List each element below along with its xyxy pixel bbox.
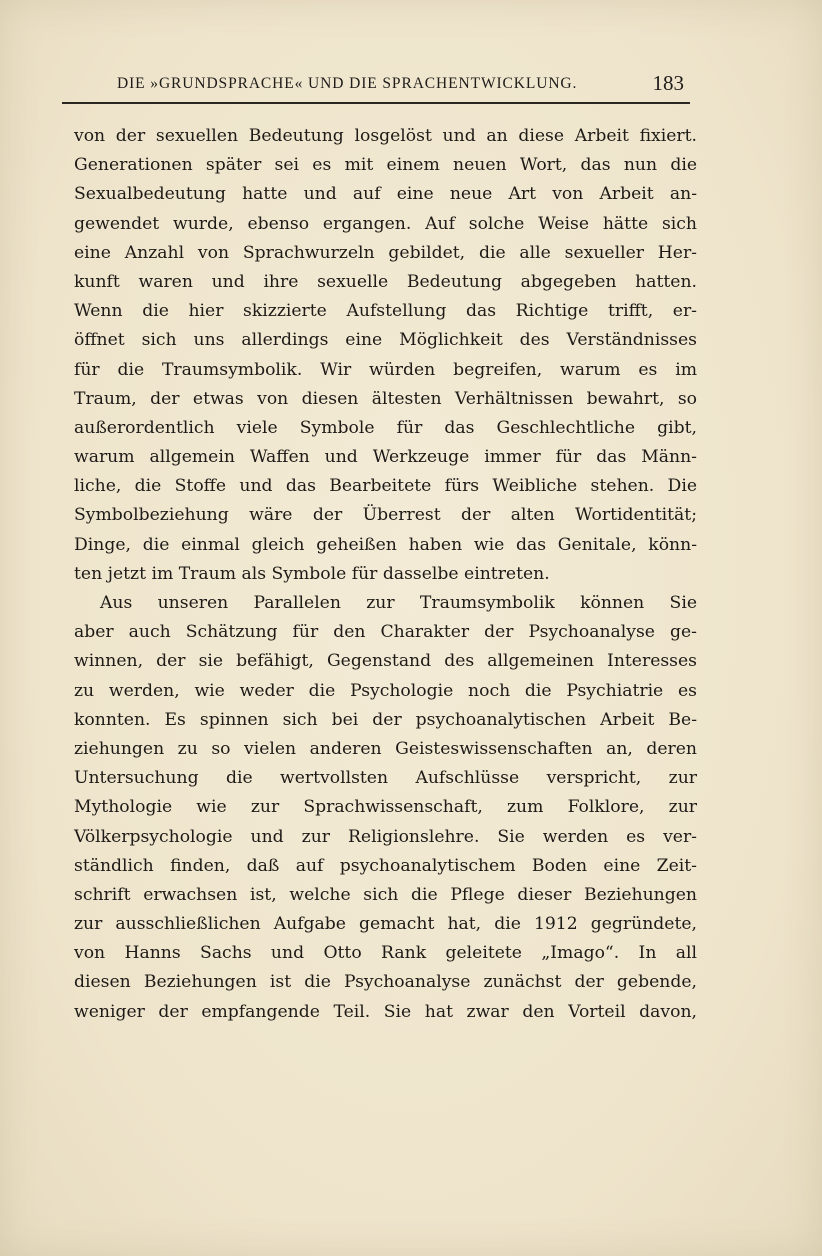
text-line: Mythologie wie zur Sprachwissenschaft, zum Folklore, zur [74,797,697,818]
text-line: winnen, der sie befähigt, Gegenstand des allgemeinen Interesses [74,651,697,672]
text-line: von der sexuellen Bedeutung losgelöst und an diese Arbeit fixiert. [74,126,697,146]
text-line: ziehungen zu so vielen anderen Geisteswissenschaften an, deren [74,738,697,759]
text-line: Sexualbedeutung hatte und auf eine neue Art von Arbeit an- [74,184,697,205]
text-line: Symbolbeziehung wäre der Überrest der alten Wortidentität; [74,505,697,526]
text-line: diesen Beziehungen ist die Psychoanalyse zunächst der gebende, [74,972,697,993]
text-line: Völkerpsychologie und zur Religionslehre. Sie werden es ver- [74,826,697,847]
text-line: Wenn die hier skizzierte Aufstellung das Richtige trifft, er- [74,301,697,322]
text-line: konnten. Es spinnen sich bei der psychoanalytischen Arbeit Be- [74,709,697,730]
text-line: Traum, der etwas von diesen ältesten Verhältnissen bewahrt, so [74,388,697,409]
text-line: zu werden, wie weder die Psychologie noch die Psychiatrie es [74,680,697,701]
text-line: ständlich finden, daß auf psychoanalytischem Boden eine Zeit- [74,855,697,876]
text-line: ten jetzt im Traum als Symbole für dasselbe eintreten. [74,563,550,584]
text-line: weniger der empfangende Teil. Sie hat zwar den Vorteil davon, [74,1001,697,1022]
text-line: Dinge, die einmal gleich geheißen haben wie das Genitale, könn- [74,534,697,555]
text-line: von Hanns Sachs und Otto Rank geleitete „Imago“. In all [74,943,697,964]
body-text [74,122,697,1027]
text-line: liche, die Stoffe und das Bearbeitete fürs Weibliche stehen. Die [74,476,697,497]
text-line: schrift erwachsen ist, welche sich die Pflege dieser Beziehungen [74,884,697,905]
text-line: Untersuchung die wertvollsten Aufschlüsse verspricht, zur [74,768,697,789]
running-title: DIE »GRUNDSPRACHE« UND DIE SPRACHENTWICKLUNG. [117,75,578,92]
text-line: kunft waren und ihre sexuelle Bedeutung abgegeben hatten. [74,271,697,292]
text-line: aber auch Schätzung für den Charakter der Psychoanalyse ge- [74,622,697,643]
text-line: eine Anzahl von Sprachwurzeln gebildet, die alle sexueller Her- [74,242,697,263]
text-line: zur ausschließlichen Aufgabe gemacht hat, die 1912 gegründete, [74,914,697,935]
text-line: für die Traumsymbolik. Wir würden begreifen, warum es im [74,359,697,380]
text-line: warum allgemein Waffen und Werkzeuge immer für das Männ- [74,447,697,468]
text-line: öffnet sich uns allerdings eine Möglichkeit des Verständnisses [74,330,697,351]
text-line: gewendet wurde, ebenso ergangen. Auf solche Weise hätte sich [74,213,697,234]
text-line: Generationen später sei es mit einem neuen Wort, das nun die [74,155,697,176]
running-head [62,68,690,104]
page-number: 183 [652,71,684,95]
text-line: Aus unseren Parallelen zur Traumsymbolik können Sie [100,593,697,613]
text-line: außerordentlich viele Symbole für das Geschlechtliche gibt, [74,417,697,438]
